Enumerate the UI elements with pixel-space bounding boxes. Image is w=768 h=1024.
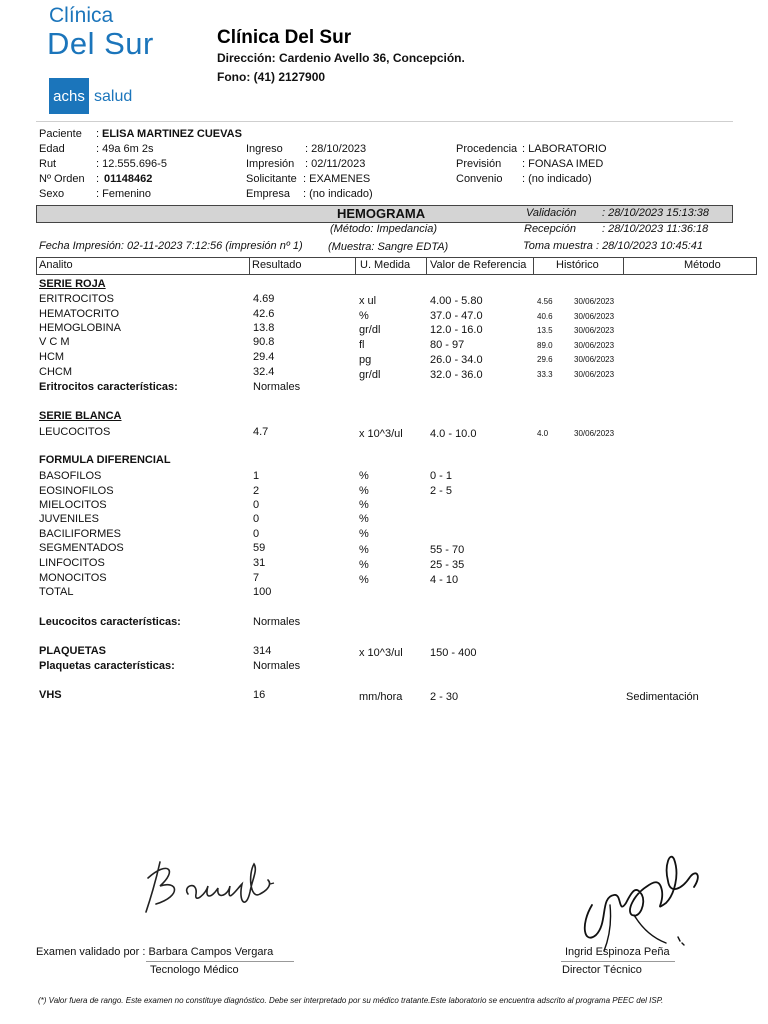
analito-name: V C M: [39, 336, 70, 348]
section-serie-roja: SERIE ROJA: [39, 278, 106, 290]
header-metodo: Método: [684, 259, 721, 271]
analito-unit: %: [359, 574, 369, 586]
analito-unit: %: [359, 310, 369, 322]
analito-ref: 4 - 10: [430, 574, 459, 586]
orden-label: Nº Orden: [39, 173, 85, 185]
procedencia-value: : LABORATORIO: [522, 143, 607, 155]
analito-hist-date: 30/06/2023: [574, 429, 615, 438]
analito-ref: 4.00 - 5.80: [430, 295, 483, 307]
header-resultado: Resultado: [252, 259, 302, 271]
analito-result: 90.8: [253, 336, 275, 348]
clinic-phone: Fono: (41) 2127900: [217, 70, 326, 84]
solicitante-label: Solicitante: [246, 173, 297, 185]
analito-unit: %: [359, 499, 369, 511]
analito-unit: %: [359, 513, 369, 525]
analito-result: 32.4: [253, 366, 275, 378]
convenio-label: Convenio: [456, 173, 503, 185]
analito-result: 7: [253, 572, 260, 584]
analito-unit: %: [359, 559, 369, 571]
toma-muestra: Toma muestra : 28/10/2023 10:45:41: [523, 240, 703, 252]
analito-result: 2: [253, 485, 260, 497]
plaquetas-caracteristicas-value: Normales: [253, 660, 301, 672]
sexo-value: : Femenino: [96, 188, 152, 200]
analito-name: MONOCITOS: [39, 572, 107, 584]
header-analito: Analito: [39, 259, 73, 271]
solicitante-value: : EXAMENES: [303, 173, 371, 185]
signature-line: [146, 961, 294, 962]
vhs-ref: 2 - 30: [430, 691, 459, 703]
logo-text-salud: salud: [94, 88, 133, 105]
analito-hist-date: 30/06/2023: [574, 341, 615, 350]
analito-ref: 37.0 - 47.0: [430, 310, 483, 322]
orden-colon: :: [96, 173, 100, 185]
analito-result: 0: [253, 513, 260, 525]
empresa-value: : (no indicado): [303, 188, 373, 200]
analito-hist-date: 30/06/2023: [574, 312, 615, 321]
plaquetas-caracteristicas-label: Plaquetas características:: [39, 660, 175, 672]
plaquetas-value: 314: [253, 645, 272, 657]
section-formula-diferencial: FORMULA DIFERENCIAL: [39, 454, 171, 466]
logo-text-del-sur: Del Sur: [47, 26, 154, 61]
rut-label: Rut: [39, 158, 57, 170]
plaquetas-ref: 150 - 400: [430, 647, 477, 659]
logo-text-clinica: Clínica: [49, 4, 114, 27]
analito-hist: 29.6: [537, 355, 553, 364]
analito-result: 31: [253, 557, 266, 569]
col-divider: [623, 257, 624, 275]
analito-ref: 55 - 70: [430, 544, 465, 556]
col-divider: [426, 257, 427, 275]
header-unidad: U. Medida: [360, 259, 411, 271]
recepcion-value: : 28/10/2023 11:36:18: [602, 223, 709, 235]
metodo: (Método: Impedancia): [330, 223, 437, 235]
convenio-value: : (no indicado): [522, 173, 592, 185]
paciente-colon: :: [96, 128, 100, 140]
analito-name: CHCM: [39, 366, 72, 378]
analito-unit: x ul: [359, 295, 377, 307]
analito-result: 100: [253, 586, 272, 598]
section-serie-blanca: SERIE BLANCA: [39, 410, 122, 422]
prevision-label: Previsión: [456, 158, 502, 170]
analito-name: BACILIFORMES: [39, 528, 121, 540]
plaquetas-unit: x 10^3/ul: [359, 647, 403, 659]
empresa-label: Empresa: [246, 188, 291, 200]
analito-name: JUVENILES: [39, 513, 99, 525]
analito-result: 59: [253, 542, 266, 554]
analito-unit: fl: [359, 339, 365, 351]
analito-name: HEMOGLOBINA: [39, 322, 121, 334]
ingreso-label: Ingreso: [246, 143, 283, 155]
validacion-value: : 28/10/2023 15:13:38: [602, 207, 710, 219]
header-referencia: Valor de Referencia: [430, 259, 527, 271]
vhs-label: VHS: [39, 689, 62, 701]
cargo-director: Director Técnico: [562, 964, 642, 976]
paciente-label: Paciente: [39, 128, 82, 140]
analito-ref: 12.0 - 16.0: [430, 324, 483, 336]
eritrocitos-caracteristicas-label: Eritrocitos características:: [39, 381, 178, 393]
analito-name: SEGMENTADOS: [39, 542, 124, 554]
analito-name: MIELOCITOS: [39, 499, 107, 511]
analito-unit: %: [359, 544, 369, 556]
analito-hist: 13.5: [537, 326, 553, 335]
paciente-value: ELISA MARTINEZ CUEVAS: [102, 128, 242, 140]
analito-unit: pg: [359, 354, 372, 366]
leucocitos-caracteristicas-label: Leucocitos características:: [39, 616, 181, 628]
exam-title: HEMOGRAMA: [337, 206, 426, 221]
analito-hist: 4.0: [537, 429, 549, 438]
analito-unit: x 10^3/ul: [359, 428, 403, 440]
analito-hist: 40.6: [537, 312, 553, 321]
eritrocitos-caracteristicas-value: Normales: [253, 381, 301, 393]
fecha-impresion: Fecha Impresión: 02-11-2023 7:12:56 (impresión nº 1): [39, 240, 303, 252]
analito-name: HCM: [39, 351, 65, 363]
analito-name: LINFOCITOS: [39, 557, 105, 569]
analito-ref: 26.0 - 34.0: [430, 354, 483, 366]
header-historico: Histórico: [556, 259, 599, 271]
col-divider: [249, 257, 250, 275]
analito-hist: 33.3: [537, 370, 553, 379]
analito-hist-date: 30/06/2023: [574, 297, 615, 306]
analito-name: EOSINOFILOS: [39, 485, 114, 497]
analito-result: 0: [253, 528, 260, 540]
impresion-label: Impresión: [246, 158, 295, 170]
analito-name: TOTAL: [39, 586, 74, 598]
analito-result: 13.8: [253, 322, 275, 334]
analito-name: ERITROCITOS: [39, 293, 114, 305]
analito-unit: gr/dl: [359, 324, 381, 336]
signature-line: [561, 961, 675, 962]
analito-hist: 89.0: [537, 341, 553, 350]
vhs-method: Sedimentación: [626, 691, 699, 703]
vhs-value: 16: [253, 689, 266, 701]
muestra: (Muestra: Sangre EDTA): [328, 241, 449, 253]
analito-result: 4.7: [253, 426, 269, 438]
plaquetas-label: PLAQUETAS: [39, 645, 107, 657]
leucocitos-caracteristicas-value: Normales: [253, 616, 301, 628]
analito-unit: %: [359, 470, 369, 482]
achs-logo-badge: achs: [49, 78, 89, 114]
footer-disclaimer: (*) Valor fuera de rango. Este examen no constituye diagnóstico. Debe ser interpretado por su médico tratante.Este laboratorio se encuentra adscrito al programa PEEC del ISP.: [38, 996, 664, 1005]
analito-unit: %: [359, 528, 369, 540]
clinic-address: Dirección: Cardenio Avello 36, Concepción.: [217, 51, 465, 65]
signature-director-icon: [570, 845, 710, 955]
analito-result: 0: [253, 499, 260, 511]
prevision-value: : FONASA IMED: [522, 158, 604, 170]
analito-result: 42.6: [253, 308, 275, 320]
analito-result: 4.69: [253, 293, 275, 305]
analito-ref: 4.0 - 10.0: [430, 428, 477, 440]
analito-unit: gr/dl: [359, 369, 381, 381]
rut-value: : 12.555.696-5: [96, 158, 167, 170]
clinic-title: Clínica Del Sur: [217, 27, 352, 48]
analito-ref: 2 - 5: [430, 485, 453, 497]
analito-result: 1: [253, 470, 260, 482]
signature-technologist-icon: [138, 850, 288, 920]
impresion-value: : 02/11/2023: [305, 158, 366, 170]
analito-ref: 80 - 97: [430, 339, 465, 351]
validado-por: Examen validado por : Barbara Campos Vergara: [36, 946, 274, 958]
edad-label: Edad: [39, 143, 65, 155]
orden-value: 01148462: [104, 173, 153, 185]
vhs-unit: mm/hora: [359, 691, 403, 703]
analito-ref: 32.0 - 36.0: [430, 369, 483, 381]
col-divider: [355, 257, 356, 275]
analito-hist: 4.56: [537, 297, 553, 306]
procedencia-label: Procedencia: [456, 143, 518, 155]
edad-value: : 49a 6m 2s: [96, 143, 154, 155]
analito-result: 29.4: [253, 351, 275, 363]
analito-name: BASOFILOS: [39, 470, 102, 482]
col-divider: [533, 257, 534, 275]
analito-hist-date: 30/06/2023: [574, 355, 615, 364]
validacion-label: Validación: [526, 207, 577, 219]
analito-ref: 25 - 35: [430, 559, 465, 571]
analito-name: HEMATOCRITO: [39, 308, 120, 320]
analito-unit: %: [359, 485, 369, 497]
analito-hist-date: 30/06/2023: [574, 326, 615, 335]
analito-ref: 0 - 1: [430, 470, 453, 482]
header-divider: [36, 121, 733, 122]
cargo-tecnologo: Tecnologo Médico: [150, 964, 239, 976]
recepcion-label: Recepción: [524, 223, 576, 235]
ingreso-value: : 28/10/2023: [305, 143, 367, 155]
sexo-label: Sexo: [39, 188, 65, 200]
analito-name: LEUCOCITOS: [39, 426, 111, 438]
director-name: Ingrid Espinoza Peña: [565, 946, 670, 958]
analito-hist-date: 30/06/2023: [574, 370, 615, 379]
